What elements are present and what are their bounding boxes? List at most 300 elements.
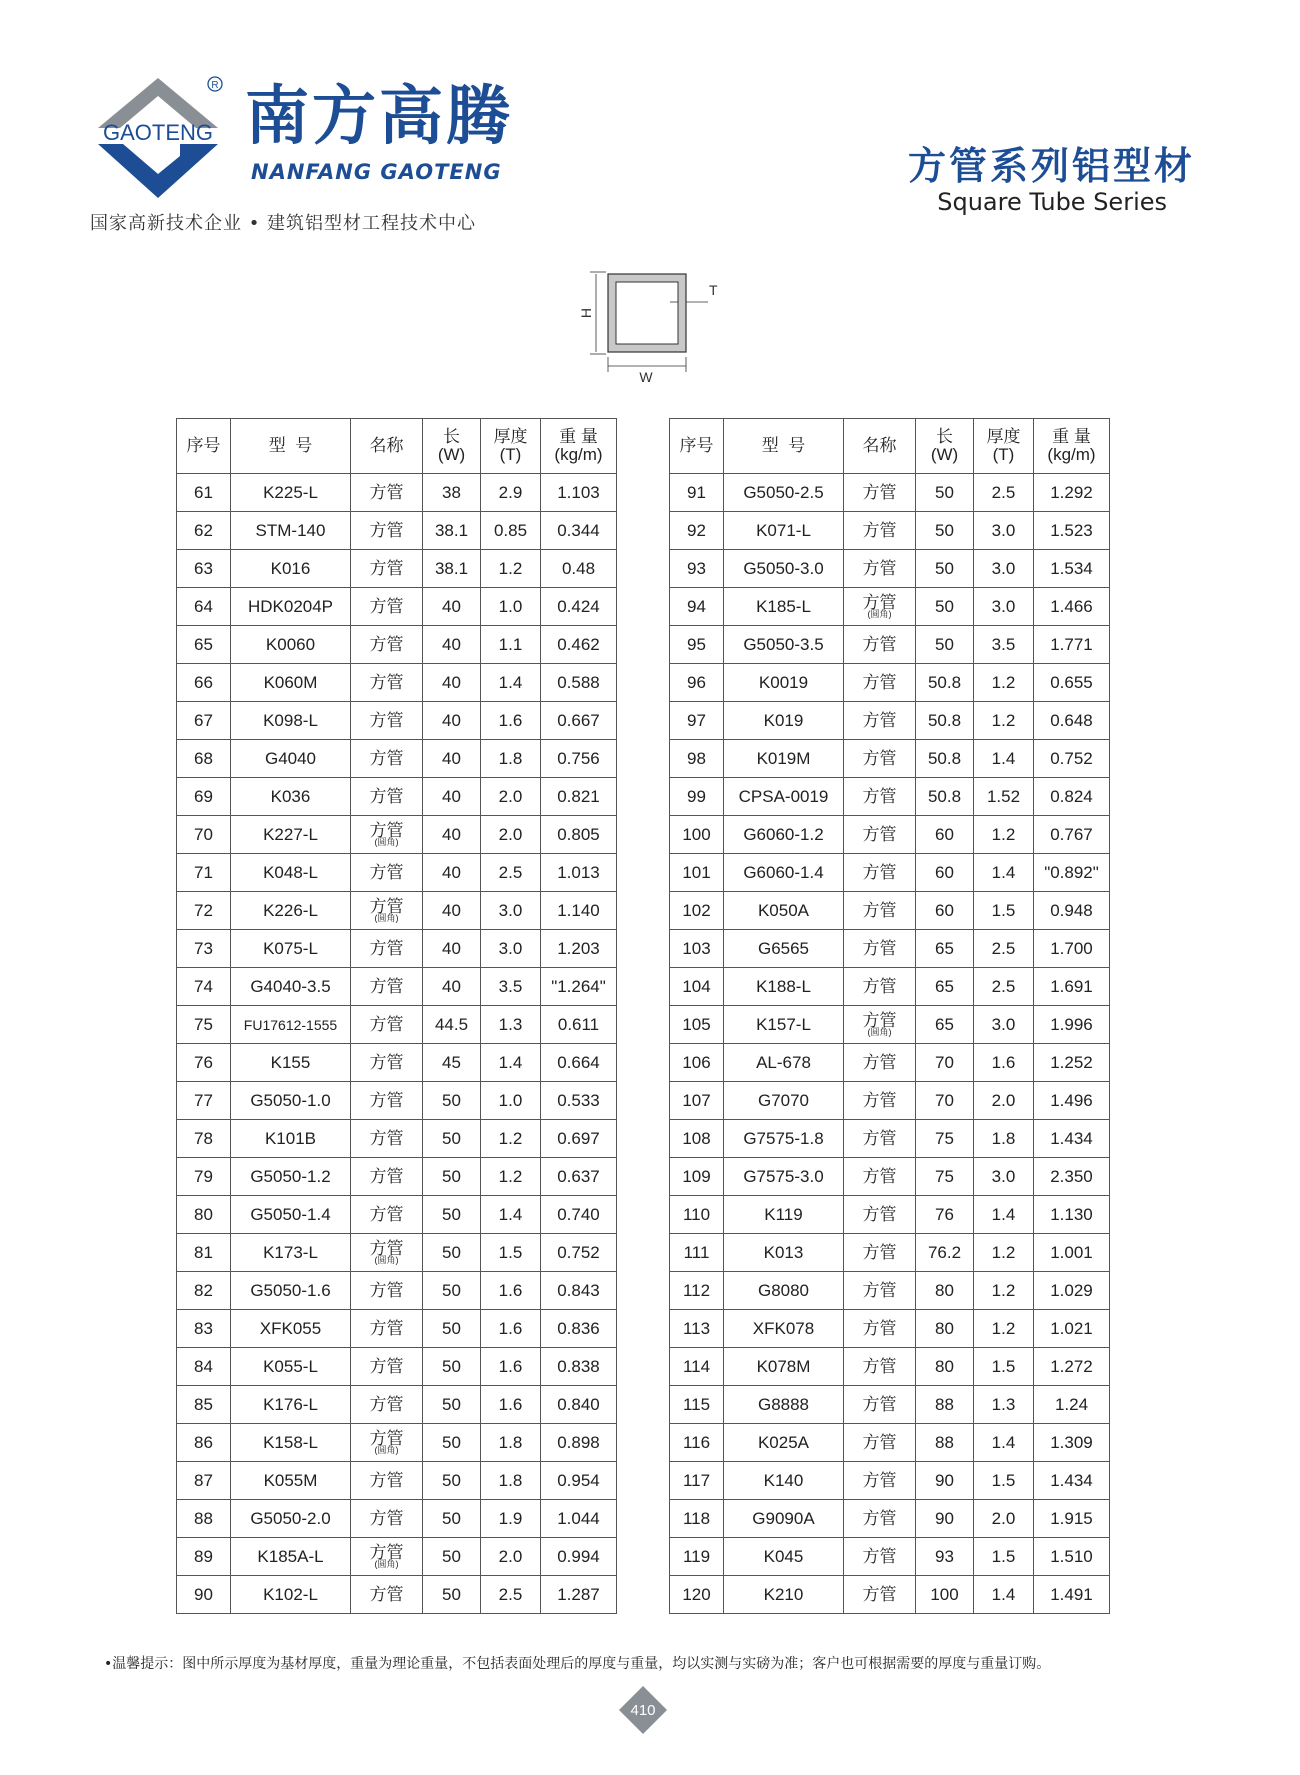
cell-length: 93 [916, 1538, 974, 1576]
cell-name-text: 方管 [369, 1394, 404, 1414]
cell-thickness: 1.4 [974, 1424, 1034, 1462]
cell-length: 50.8 [916, 740, 974, 778]
cell-name-text: 方管 [862, 824, 897, 844]
table-row [177, 1348, 617, 1386]
cell-name [844, 1158, 916, 1196]
cell-thickness: 1.3 [481, 1006, 541, 1044]
cell-length: 60 [916, 854, 974, 892]
cell-name [844, 474, 916, 512]
header-length: 长 (W) [916, 419, 974, 474]
spec-table-right-body [670, 474, 1110, 1614]
cell-name-subtype: (圆角) [867, 1027, 892, 1038]
table-row [670, 1234, 1110, 1272]
cell-index: 108 [670, 1120, 724, 1158]
cell-length: 38 [423, 474, 481, 512]
table-row [177, 1234, 617, 1272]
table-row [670, 1576, 1110, 1614]
cell-name [844, 1272, 916, 1310]
cell-index: 75 [177, 1006, 231, 1044]
cell-weight: "0.892" [1034, 854, 1110, 892]
table-row [177, 512, 617, 550]
cell-name [351, 1120, 423, 1158]
cell-weight: 1.691 [1034, 968, 1110, 1006]
cell-model: HDK0204P [231, 588, 351, 626]
cell-length: 50 [916, 550, 974, 588]
cell-weight: 0.637 [541, 1158, 617, 1196]
cell-model: G5050-1.6 [231, 1272, 351, 1310]
page-number-badge [618, 1685, 668, 1735]
cell-index: 94 [670, 588, 724, 626]
header-length: 长 (W) [423, 419, 481, 474]
cell-thickness: 1.4 [481, 1196, 541, 1234]
cell-index: 70 [177, 816, 231, 854]
cell-length: 50 [423, 1348, 481, 1386]
cell-name [351, 626, 423, 664]
table-row [177, 588, 617, 626]
cell-length: 40 [423, 930, 481, 968]
table-row [670, 968, 1110, 1006]
cell-index: 77 [177, 1082, 231, 1120]
table-row [177, 1120, 617, 1158]
cell-index: 102 [670, 892, 724, 930]
cell-index: 109 [670, 1158, 724, 1196]
table-row [177, 1158, 617, 1196]
table-row [670, 778, 1110, 816]
cell-model: K226-L [231, 892, 351, 930]
cell-name-text: 方管 [862, 1204, 897, 1224]
cell-model: K025A [724, 1424, 844, 1462]
table-row [670, 1310, 1110, 1348]
cell-length: 75 [916, 1120, 974, 1158]
cell-name-text: 方管 [369, 520, 404, 540]
cell-index: 106 [670, 1044, 724, 1082]
cell-index: 74 [177, 968, 231, 1006]
header-thickness: 厚度 (T) [481, 419, 541, 474]
header-weight: 重 量 (kg/m) [541, 419, 617, 474]
cell-index: 115 [670, 1386, 724, 1424]
cell-model: K071-L [724, 512, 844, 550]
table-row [670, 1348, 1110, 1386]
cell-length: 40 [423, 740, 481, 778]
cell-length: 88 [916, 1386, 974, 1424]
series-title-en: Square Tube Series [937, 188, 1167, 216]
table-row [670, 1120, 1110, 1158]
cell-length: 65 [916, 930, 974, 968]
cell-name-text: 方管 [862, 672, 897, 692]
cell-length: 76.2 [916, 1234, 974, 1272]
cell-name-text: 方管 [862, 1090, 897, 1110]
cell-index: 78 [177, 1120, 231, 1158]
cell-thickness: 1.8 [481, 1462, 541, 1500]
cell-name-text: 方管 [369, 1052, 404, 1072]
cell-name [351, 968, 423, 1006]
cell-model: K176-L [231, 1386, 351, 1424]
table-row [177, 664, 617, 702]
cell-weight: 1.130 [1034, 1196, 1110, 1234]
cell-model: G4040 [231, 740, 351, 778]
cell-model: K119 [724, 1196, 844, 1234]
cell-name-text: 方管 [862, 900, 897, 920]
cell-name [351, 1082, 423, 1120]
cell-thickness: 2.9 [481, 474, 541, 512]
cell-weight: 1.491 [1034, 1576, 1110, 1614]
cell-thickness: 1.2 [974, 1234, 1034, 1272]
cell-name [844, 1006, 916, 1044]
cell-name [844, 588, 916, 626]
cell-weight: 0.648 [1034, 702, 1110, 740]
cell-name-text: 方管 [862, 976, 897, 996]
cell-model: K098-L [231, 702, 351, 740]
cell-name-text: 方管 [369, 1428, 404, 1448]
cell-name [844, 930, 916, 968]
cell-name-text: 方管 [369, 976, 404, 996]
cell-index: 85 [177, 1386, 231, 1424]
cell-thickness: 1.6 [481, 1310, 541, 1348]
cell-weight: 0.898 [541, 1424, 617, 1462]
cell-weight: 2.350 [1034, 1158, 1110, 1196]
cell-index: 68 [177, 740, 231, 778]
cell-index: 118 [670, 1500, 724, 1538]
cell-name-text: 方管 [862, 1470, 897, 1490]
cell-model: FU17612-1555 [231, 1006, 351, 1044]
cell-name [351, 854, 423, 892]
cell-length: 80 [916, 1272, 974, 1310]
cell-length: 50 [916, 626, 974, 664]
cell-index: 95 [670, 626, 724, 664]
cell-name-subtype: (圆角) [867, 609, 892, 620]
label-t: T [709, 282, 718, 298]
cell-model: K225-L [231, 474, 351, 512]
cell-model: G8888 [724, 1386, 844, 1424]
cell-weight: 0.664 [541, 1044, 617, 1082]
cell-weight: 1.140 [541, 892, 617, 930]
cell-weight: 0.954 [541, 1462, 617, 1500]
cell-name-text: 方管 [369, 1356, 404, 1376]
cell-index: 84 [177, 1348, 231, 1386]
cell-index: 79 [177, 1158, 231, 1196]
cell-name [844, 550, 916, 588]
cell-model: K210 [724, 1576, 844, 1614]
cell-name-text: 方管 [862, 634, 897, 654]
cell-thickness: 1.2 [481, 550, 541, 588]
cell-index: 63 [177, 550, 231, 588]
label-w: W [639, 369, 653, 385]
cell-thickness: 1.5 [974, 1538, 1034, 1576]
cell-thickness: 1.6 [974, 1044, 1034, 1082]
brand-name-cn: 南方高腾 [245, 80, 513, 154]
table-row [177, 930, 617, 968]
cell-model: K013 [724, 1234, 844, 1272]
cell-length: 50 [423, 1158, 481, 1196]
cell-thickness: 1.5 [974, 892, 1034, 930]
cell-weight: 0.840 [541, 1386, 617, 1424]
table-row [177, 854, 617, 892]
cell-weight: 0.805 [541, 816, 617, 854]
cell-index: 116 [670, 1424, 724, 1462]
cell-weight: 0.462 [541, 626, 617, 664]
cell-index: 113 [670, 1310, 724, 1348]
cell-thickness: 1.5 [974, 1348, 1034, 1386]
table-row [670, 1386, 1110, 1424]
header-name: 名称 [844, 419, 916, 474]
table-row [670, 892, 1110, 930]
table-row [177, 1462, 617, 1500]
cell-index: 61 [177, 474, 231, 512]
cell-length: 88 [916, 1424, 974, 1462]
cell-thickness: 2.5 [974, 968, 1034, 1006]
cell-name-text: 方管 [862, 1166, 897, 1186]
cell-thickness: 1.1 [481, 626, 541, 664]
cell-index: 88 [177, 1500, 231, 1538]
cell-length: 38.1 [423, 512, 481, 550]
cell-model: K157-L [724, 1006, 844, 1044]
table-row [670, 1424, 1110, 1462]
cell-index: 86 [177, 1424, 231, 1462]
table-row [177, 1006, 617, 1044]
cell-name-text: 方管 [369, 1090, 404, 1110]
cell-model: K140 [724, 1462, 844, 1500]
cell-weight: 0.655 [1034, 664, 1110, 702]
cell-length: 40 [423, 702, 481, 740]
cell-model: G8080 [724, 1272, 844, 1310]
cell-name-text: 方管 [862, 1584, 897, 1604]
cell-weight: 0.948 [1034, 892, 1110, 930]
series-title-cn: 方管系列铝型材 [907, 144, 1195, 188]
cell-length: 70 [916, 1044, 974, 1082]
cell-weight: 0.533 [541, 1082, 617, 1120]
cell-length: 76 [916, 1196, 974, 1234]
cell-weight: 1.309 [1034, 1424, 1110, 1462]
cell-name [351, 892, 423, 930]
cell-thickness: 1.2 [974, 1310, 1034, 1348]
cell-index: 111 [670, 1234, 724, 1272]
cell-weight: 1.510 [1034, 1538, 1110, 1576]
cell-thickness: 2.5 [974, 930, 1034, 968]
cell-length: 50 [423, 1120, 481, 1158]
table-row [177, 1082, 617, 1120]
cell-model: K055-L [231, 1348, 351, 1386]
cell-name [351, 740, 423, 778]
cell-thickness: 1.52 [974, 778, 1034, 816]
cell-weight: 0.752 [1034, 740, 1110, 778]
cell-index: 93 [670, 550, 724, 588]
label-h: H [578, 307, 594, 319]
table-row [670, 1158, 1110, 1196]
cell-model: K0060 [231, 626, 351, 664]
header-model: 型 号 [724, 419, 844, 474]
cell-weight: 1.044 [541, 1500, 617, 1538]
table-row [670, 1538, 1110, 1576]
cell-name [351, 1044, 423, 1082]
table-row [670, 588, 1110, 626]
table-row [670, 854, 1110, 892]
cell-name [351, 816, 423, 854]
header-model: 型 号 [231, 419, 351, 474]
cell-name-text: 方管 [862, 1318, 897, 1338]
cell-name [351, 512, 423, 550]
cell-name-text: 方管 [369, 938, 404, 958]
cell-model: XFK078 [724, 1310, 844, 1348]
cell-thickness: 1.3 [974, 1386, 1034, 1424]
cell-name [351, 930, 423, 968]
cell-name-text: 方管 [369, 1470, 404, 1490]
cell-name-text: 方管 [369, 1128, 404, 1148]
header-weight: 重 量 (kg/m) [1034, 419, 1110, 474]
cell-index: 120 [670, 1576, 724, 1614]
cell-name [844, 1234, 916, 1272]
table-row [670, 1044, 1110, 1082]
cell-name-text: 方管 [369, 1204, 404, 1224]
cell-name [844, 740, 916, 778]
cell-name-text: 方管 [862, 592, 897, 612]
cell-length: 50 [423, 1082, 481, 1120]
cell-length: 45 [423, 1044, 481, 1082]
company-tagline: 国家高新技术企业 • 建筑铝型材工程技术中心 [90, 213, 477, 234]
cell-name-text: 方管 [862, 482, 897, 502]
cell-length: 60 [916, 816, 974, 854]
cell-length: 50 [423, 1538, 481, 1576]
cell-length: 80 [916, 1310, 974, 1348]
cell-thickness: 2.5 [481, 1576, 541, 1614]
cell-name [351, 778, 423, 816]
cell-weight: 1.523 [1034, 512, 1110, 550]
cell-thickness: 1.4 [974, 1196, 1034, 1234]
cell-weight: 0.588 [541, 664, 617, 702]
cell-thickness: 3.0 [974, 550, 1034, 588]
cell-index: 112 [670, 1272, 724, 1310]
cell-index: 81 [177, 1234, 231, 1272]
cell-thickness: 1.0 [481, 1082, 541, 1120]
cell-name-text: 方管 [369, 748, 404, 768]
cell-thickness: 3.0 [974, 1158, 1034, 1196]
cell-index: 110 [670, 1196, 724, 1234]
cell-model: G9090A [724, 1500, 844, 1538]
table-row [670, 1462, 1110, 1500]
cell-weight: 0.48 [541, 550, 617, 588]
table-row [177, 1500, 617, 1538]
cell-length: 50 [423, 1424, 481, 1462]
cell-index: 69 [177, 778, 231, 816]
table-row [177, 1272, 617, 1310]
tube-inner-hollow [616, 282, 678, 344]
cell-thickness: 2.5 [481, 854, 541, 892]
cell-name-text: 方管 [369, 710, 404, 730]
cell-index: 82 [177, 1272, 231, 1310]
cell-name [351, 550, 423, 588]
cell-length: 50 [423, 1576, 481, 1614]
cell-index: 99 [670, 778, 724, 816]
table-row [177, 968, 617, 1006]
table-row [670, 664, 1110, 702]
cell-model: G5050-3.0 [724, 550, 844, 588]
cell-name-text: 方管 [369, 1542, 404, 1562]
cell-index: 67 [177, 702, 231, 740]
cell-index: 83 [177, 1310, 231, 1348]
cell-name [351, 1500, 423, 1538]
cell-thickness: 1.6 [481, 1348, 541, 1386]
logo-blue-chevron-bottom [98, 144, 218, 198]
cell-length: 40 [423, 778, 481, 816]
table-row [670, 1006, 1110, 1044]
cell-name-text: 方管 [862, 1508, 897, 1528]
cell-name-subtype: (圆角) [374, 1445, 399, 1456]
cell-index: 96 [670, 664, 724, 702]
cell-weight: 1.700 [1034, 930, 1110, 968]
cell-index: 76 [177, 1044, 231, 1082]
cell-length: 90 [916, 1462, 974, 1500]
cell-model: K019M [724, 740, 844, 778]
spec-table-left [176, 418, 617, 1614]
cell-index: 62 [177, 512, 231, 550]
cell-weight: 1.021 [1034, 1310, 1110, 1348]
brand-name-en: NANFANG GAOTENG [251, 160, 502, 184]
cell-model: K055M [231, 1462, 351, 1500]
cell-index: 97 [670, 702, 724, 740]
cell-thickness: 1.2 [974, 702, 1034, 740]
logo-text: GAOTENG [102, 120, 214, 145]
cell-length: 70 [916, 1082, 974, 1120]
cell-length: 38.1 [423, 550, 481, 588]
cell-model: K060M [231, 664, 351, 702]
cell-model: G7575-3.0 [724, 1158, 844, 1196]
cell-name [844, 778, 916, 816]
cell-name-text: 方管 [369, 1318, 404, 1338]
table-row [177, 1576, 617, 1614]
cell-index: 104 [670, 968, 724, 1006]
cell-weight: 1.434 [1034, 1462, 1110, 1500]
cell-name-text: 方管 [369, 862, 404, 882]
cell-name [844, 854, 916, 892]
cell-model: G6060-1.4 [724, 854, 844, 892]
cell-name [844, 1424, 916, 1462]
cell-index: 90 [177, 1576, 231, 1614]
cell-name [351, 1576, 423, 1614]
cell-weight: 0.994 [541, 1538, 617, 1576]
cell-weight: 1.915 [1034, 1500, 1110, 1538]
cell-name [844, 1082, 916, 1120]
cell-model: G6565 [724, 930, 844, 968]
header-index: 序号 [177, 419, 231, 474]
cell-name [844, 816, 916, 854]
cell-name-text: 方管 [369, 596, 404, 616]
cell-name-text: 方管 [862, 938, 897, 958]
cell-name-subtype: (圆角) [374, 1559, 399, 1570]
cell-index: 89 [177, 1538, 231, 1576]
cell-name [351, 1386, 423, 1424]
cell-name [351, 1462, 423, 1500]
table-row [670, 550, 1110, 588]
cell-name-text: 方管 [369, 1014, 404, 1034]
cell-index: 100 [670, 816, 724, 854]
cell-name-subtype: (圆角) [374, 913, 399, 924]
cell-name [351, 474, 423, 512]
cell-name-text: 方管 [862, 862, 897, 882]
cell-name [351, 702, 423, 740]
cell-model: K158-L [231, 1424, 351, 1462]
spec-table-right [669, 418, 1110, 1614]
table-row [670, 512, 1110, 550]
table-row [670, 702, 1110, 740]
cell-name-text: 方管 [369, 1280, 404, 1300]
table-row [670, 1196, 1110, 1234]
cell-index: 80 [177, 1196, 231, 1234]
cell-weight: 1.103 [541, 474, 617, 512]
cell-name [351, 1310, 423, 1348]
table-row [670, 1500, 1110, 1538]
cell-name [351, 664, 423, 702]
cell-thickness: 1.6 [481, 702, 541, 740]
table-row [670, 474, 1110, 512]
